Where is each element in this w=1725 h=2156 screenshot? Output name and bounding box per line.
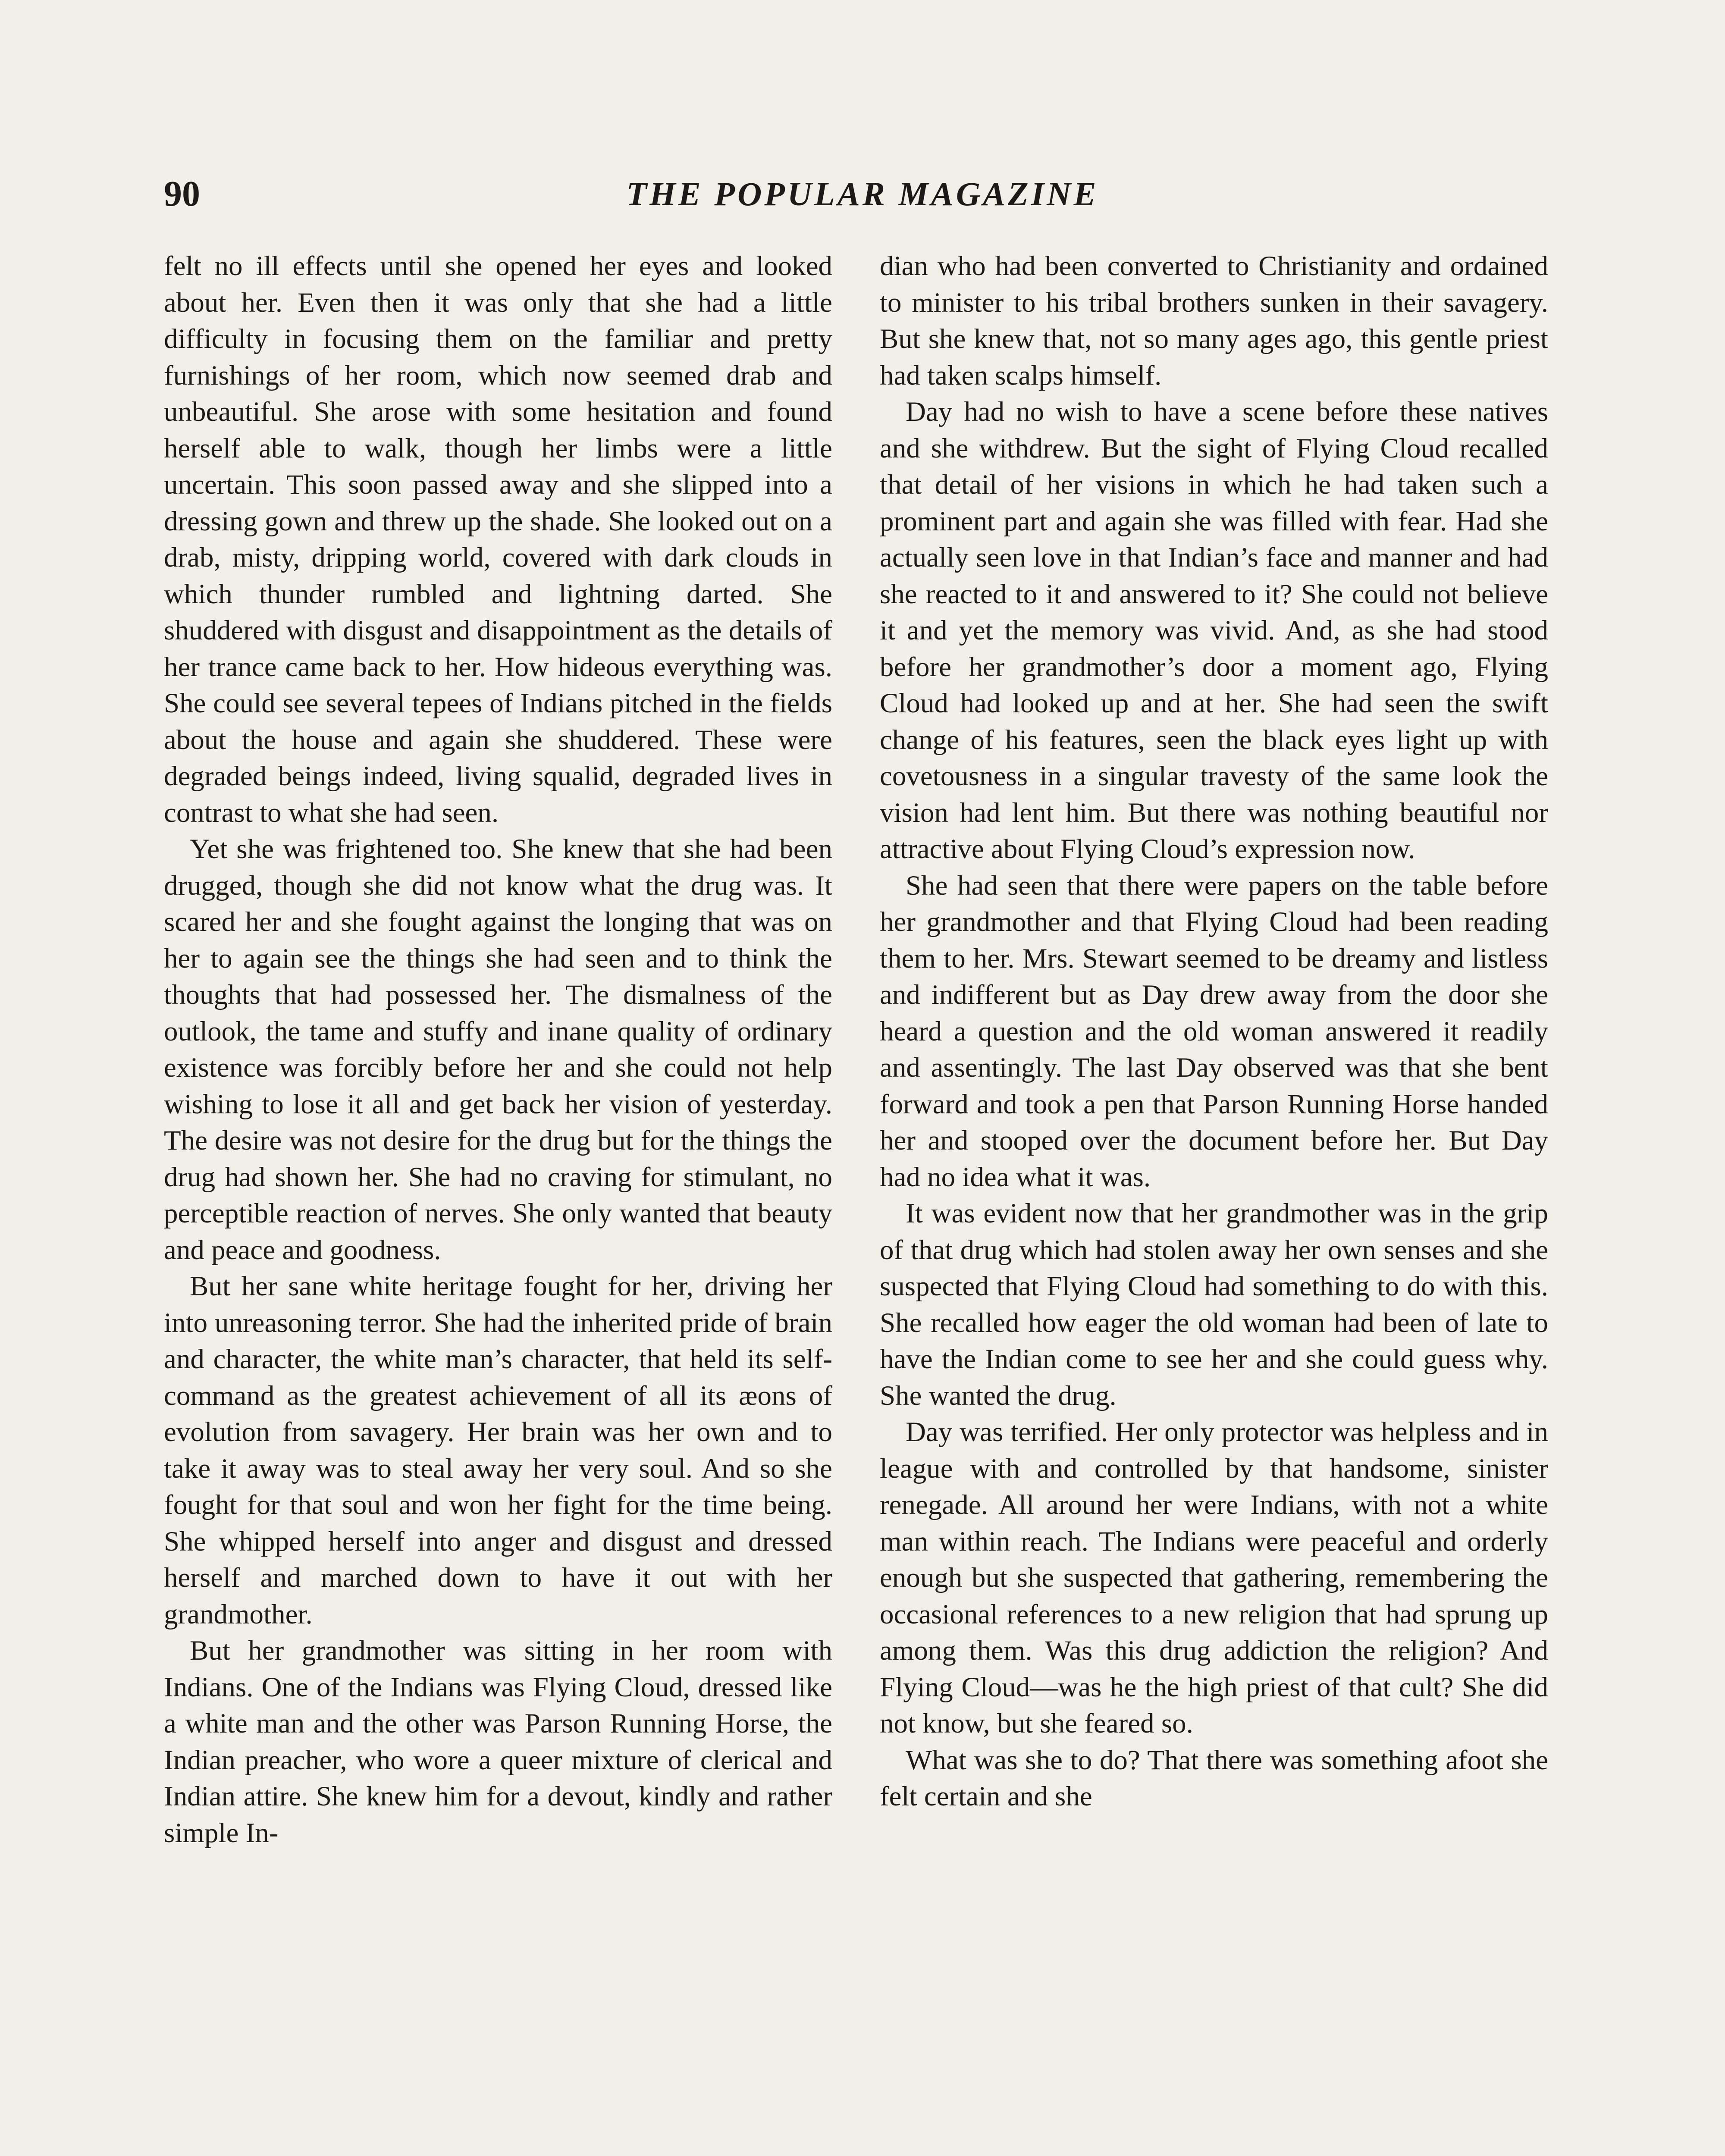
paragraph: Yet she was frightened too. She knew that she had been drugged, though she did not know what the drug was. It scared her and she fought against the longing that was on her to again see the things she had seen and to think the thoughts that had possessed her. The dismalness of the outlook, the tame and stuffy and inane quality of ordinary existence was forcibly before her and she could not help wishing to lose it all and get back her vision of yesterday. The desire was not desire for the drug but for the things the drug had shown her. She had no craving for stimulant, no perceptible reaction of nerves. She only wanted that beauty and peace and goodness.: [164, 834, 832, 1266]
paragraph: dian who had been converted to Christianity and ordained to minister to his tribal brothers sunken in their savagery. But she knew that, not so many ages ago, this gentle priest had taken scalps himself.: [880, 251, 1548, 391]
paragraph: felt no ill effects until she opened her eyes and looked about her. Even then it was only that she had a little difficulty in focusing them on the familiar and pretty furnishings of her room, which now seemed drab and unbeautiful. She arose with some hesitation and found herself able to walk, though her limbs were a little uncertain. This soon passed away and she slipped into a dressing gown and threw up the shade. She looked out on a drab, misty, dripping world, covered with dark clouds in which thunder rumbled and lightning darted. She shuddered with disgust and disappointment as the details of her trance came back to her. How hideous everything was. She could see several tepees of Indians pitched in the fields about the house and again she shuddered. These were degraded beings indeed, living squalid, degraded lives in contrast to what she had seen.: [164, 251, 832, 828]
page-number: 90: [164, 174, 200, 214]
right-column: [880, 248, 1548, 1815]
page-header: [164, 168, 1561, 229]
running-head: THE POPULAR MAGAZINE: [626, 175, 1099, 213]
paragraph: It was evident now that her grandmother was in the grip of that drug which had stolen away her own senses and she suspected that Flying Cloud had something to do with this. She recalled how eager the old woman had been of late to have the Indian come to see her and she could guess why. She wanted the drug.: [880, 1198, 1548, 1411]
paragraph: Day had no wish to have a scene before these natives and she withdrew. But the sight of Flying Cloud recalled that detail of her visions in which he had taken such a prominent part and again she was filled with fear. Had she actually seen love in that Indian’s face and manner and had she reacted to it and answered to it? She could not believe it and yet the memory was vivid. And, as she had stood before her grandmother’s door a moment ago, Flying Cloud had looked up and at her. She had seen the swift change of his features, seen the black eyes light up with covetousness in a singular travesty of the same look the vision had lent him. But there was nothing beautiful nor attractive about Flying Cloud’s expression now.: [880, 396, 1548, 865]
paragraph: What was she to do? That there was something afoot she felt certain and she: [880, 1744, 1548, 1812]
paragraph: But her grandmother was sitting in her room with Indians. One of the Indians was Flying Cloud, dressed like a white man and the other was Parson Running Horse, the Indian preacher, who wore a queer mixture of clerical and Indian attire. She knew him for a devout, kindly and rather simple In-: [164, 1635, 832, 1849]
paragraph: She had seen that there were papers on the table before her grandmother and that Flying Cloud had been reading them to her. Mrs. Stewart seemed to be dreamy and listless and indifferent but as Day drew away from the door she heard a question and the old woman answered it readily and assentingly. The last Day observed was that she bent forward and took a pen that Parson Running Horse handed her and stooped over the document before her. But Day had no idea what it was.: [880, 870, 1548, 1193]
left-column: [164, 248, 832, 1851]
paragraph: But her sane white heritage fought for her, driving her into unreasoning terror. She had the inherited pride of brain and character, the white man’s character, that held its self-command as the greatest achievement of all its æons of evolution from savagery. Her brain was her own and to take it away was to steal away her very soul. And so she fought for that soul and won her fight for the time being. She whipped herself into anger and disgust and dressed herself and marched down to have it out with her grandmother.: [164, 1271, 832, 1630]
paragraph: Day was terrified. Her only protector was helpless and in league with and controlled by that handsome, sinister renegade. All around her were Indians, with not a white man within reach. The Indians were peaceful and orderly enough but she suspected that gathering, remembering the occasional references to a new religion that had sprung up among them. Was this drug addiction the religion? And Flying Cloud—was he the high priest of that cult? She did not know, but she feared so.: [880, 1416, 1548, 1739]
